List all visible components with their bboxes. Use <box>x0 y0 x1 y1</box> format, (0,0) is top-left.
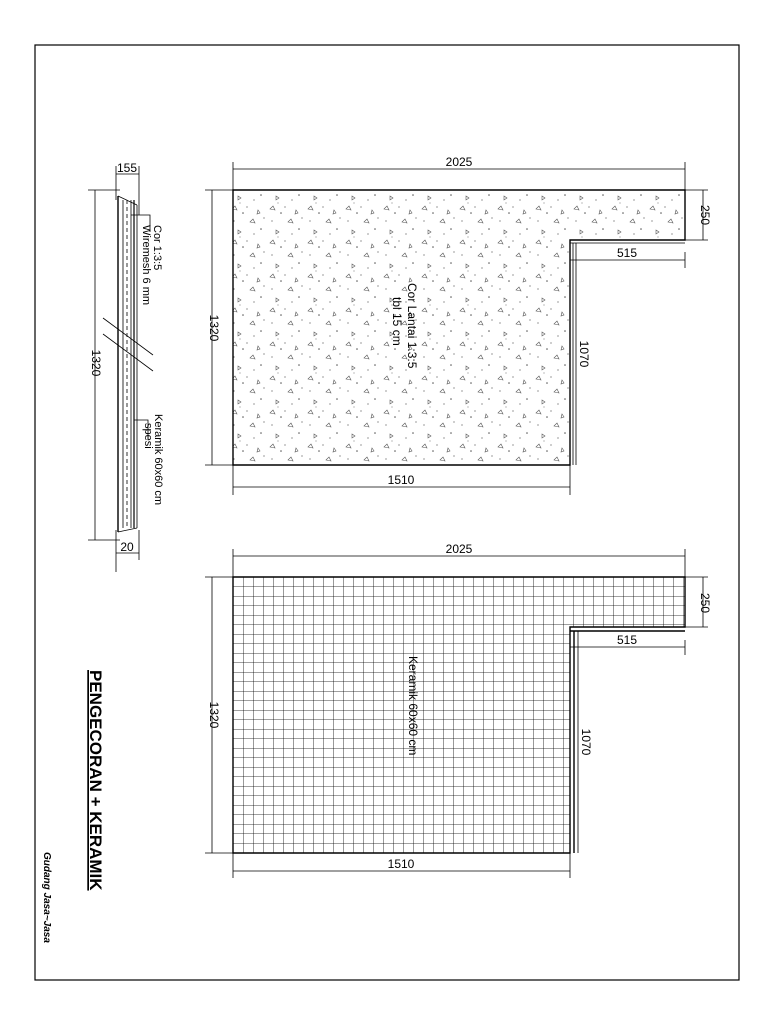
cor-dim-right-short: 250 <box>698 204 712 226</box>
keramik-dim-right-short: 250 <box>698 592 712 614</box>
section-dim-top: 155 <box>116 161 138 175</box>
section-dim-left: 1320 <box>89 349 103 377</box>
keramik-label: Keramik 60x60 cm <box>406 656 420 756</box>
section-label-keramik: Keramik 60x60 cm <box>152 414 164 506</box>
section-dim-bottom: 20 <box>120 540 134 554</box>
cor-slab-outline <box>233 190 685 465</box>
cor-label-line2: tbl 15 cm <box>390 297 404 346</box>
keramik-tile-grid <box>233 577 685 853</box>
cor-dim-top: 2025 <box>445 155 473 169</box>
keramik-dim-bottom: 1510 <box>387 857 415 871</box>
cor-dim-right-long: 1070 <box>577 340 591 368</box>
cor-label-line1: Cor Lantai 1:3:5 <box>405 283 419 369</box>
keramik-dim-top: 2025 <box>445 542 473 556</box>
section-label-wiremesh: Wiremesh 6 mm <box>140 225 152 306</box>
drawing-title: PENGECORAN + KERAMIK <box>86 670 105 891</box>
cor-dim-notch: 515 <box>616 246 638 260</box>
cor-dim-bottom: 1510 <box>387 473 415 487</box>
drawing-credit: Gudang Jasa~Jasa <box>41 852 52 943</box>
keramik-dim-notch: 515 <box>616 633 638 647</box>
cor-dim-left: 1320 <box>207 314 221 342</box>
section-label-cor: Cor 1:3:5 <box>151 225 163 271</box>
section-label-spesi: spesi <box>142 423 154 449</box>
keramik-dim-right-long: 1070 <box>579 728 593 756</box>
keramik-dim-left: 1320 <box>207 701 221 729</box>
